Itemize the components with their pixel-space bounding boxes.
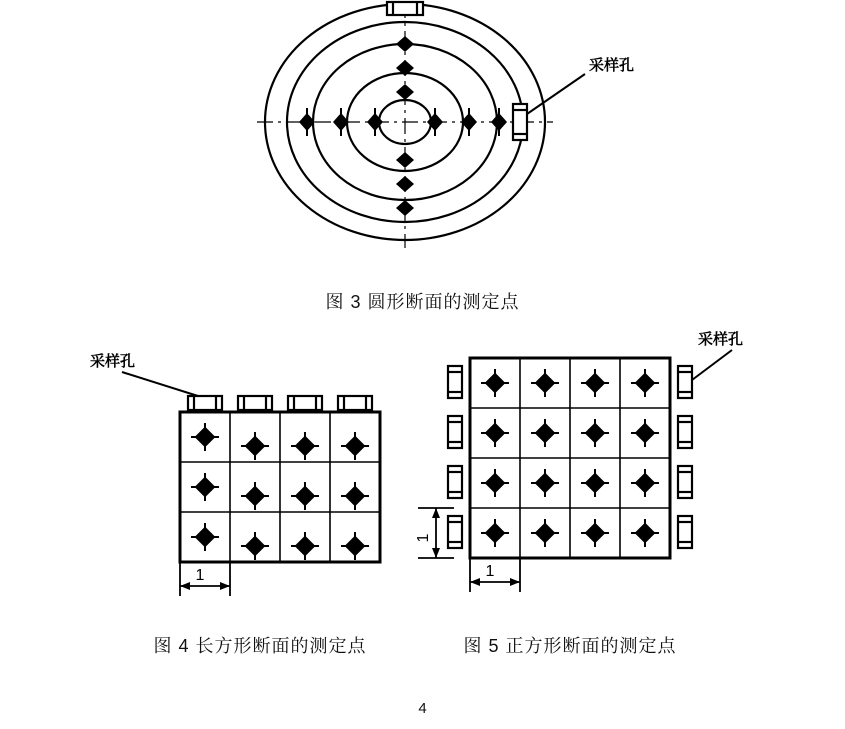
measuring-point — [341, 432, 369, 460]
dimension-horizontal — [470, 558, 520, 592]
sampling-ports-right — [678, 366, 692, 548]
measuring-point — [491, 108, 507, 136]
measuring-point — [191, 423, 219, 451]
sampling-port — [238, 396, 272, 410]
figure-5-caption: 图 5 正方形断面的测定点 — [463, 636, 677, 656]
sampling-port — [188, 396, 222, 410]
measuring-point — [631, 469, 659, 497]
dimension-horizontal — [180, 562, 230, 596]
measuring-point — [581, 469, 609, 497]
figure-4-rectangular-section — [80, 330, 410, 620]
measuring-point — [291, 532, 319, 560]
measuring-point — [396, 36, 414, 52]
sampling-port-label-fig3: 采样孔 — [589, 57, 635, 74]
page-number: 4 — [418, 700, 427, 717]
measuring-point — [581, 369, 609, 397]
measuring-point — [581, 419, 609, 447]
measuring-point — [241, 432, 269, 460]
callout-leader-line — [122, 372, 198, 396]
dimension-label-horizontal-fig5: 1 — [485, 563, 495, 580]
sampling-port — [448, 516, 462, 548]
measuring-point — [581, 519, 609, 547]
figure-3-caption: 图 3 圆形断面的测定点 — [325, 292, 520, 312]
figure-3-circular-section — [255, 0, 675, 270]
measuring-point — [531, 469, 559, 497]
measuring-point — [396, 176, 414, 192]
measuring-point — [396, 84, 414, 100]
sampling-ports-top — [188, 396, 372, 410]
dimension-label-fig4: 1 — [195, 567, 205, 584]
figure-3-svg — [255, 0, 675, 270]
figure-4-svg — [80, 330, 410, 620]
measuring-point — [341, 482, 369, 510]
sampling-port — [678, 516, 692, 548]
sampling-port-right — [513, 104, 527, 140]
sampling-port-label-fig5: 采样孔 — [698, 331, 744, 348]
sampling-port — [678, 466, 692, 498]
sampling-port — [288, 396, 322, 410]
sampling-port-top — [387, 2, 423, 15]
measuring-point — [631, 519, 659, 547]
measuring-point — [241, 532, 269, 560]
measuring-point — [341, 532, 369, 560]
measuring-point — [481, 419, 509, 447]
measuring-point — [531, 419, 559, 447]
measuring-point — [631, 369, 659, 397]
measuring-point — [396, 152, 414, 168]
measuring-point — [333, 108, 349, 136]
measuring-point — [291, 482, 319, 510]
figure-5-svg — [410, 330, 780, 620]
measuring-point — [531, 519, 559, 547]
sampling-port — [448, 466, 462, 498]
measuring-point — [299, 108, 315, 136]
measuring-point — [481, 519, 509, 547]
measuring-point — [631, 419, 659, 447]
measuring-point — [396, 200, 414, 216]
sampling-port — [448, 366, 462, 398]
measuring-point — [481, 469, 509, 497]
measuring-point — [531, 369, 559, 397]
measuring-point — [241, 482, 269, 510]
measuring-point — [291, 432, 319, 460]
sampling-port — [678, 366, 692, 398]
sampling-port-label-fig4: 采样孔 — [90, 353, 136, 370]
measuring-point — [191, 473, 219, 501]
sampling-port — [338, 396, 372, 410]
measuring-point — [191, 523, 219, 551]
figure-5-square-section — [410, 330, 780, 620]
measuring-point — [481, 369, 509, 397]
figure-4-caption: 图 4 长方形断面的测定点 — [153, 636, 367, 656]
dimension-label-vertical-fig5: 1 — [415, 533, 432, 543]
measuring-point — [461, 108, 477, 136]
sampling-port — [678, 416, 692, 448]
sampling-port — [448, 416, 462, 448]
sampling-ports-left — [448, 366, 462, 548]
callout-leader-line — [692, 350, 732, 380]
